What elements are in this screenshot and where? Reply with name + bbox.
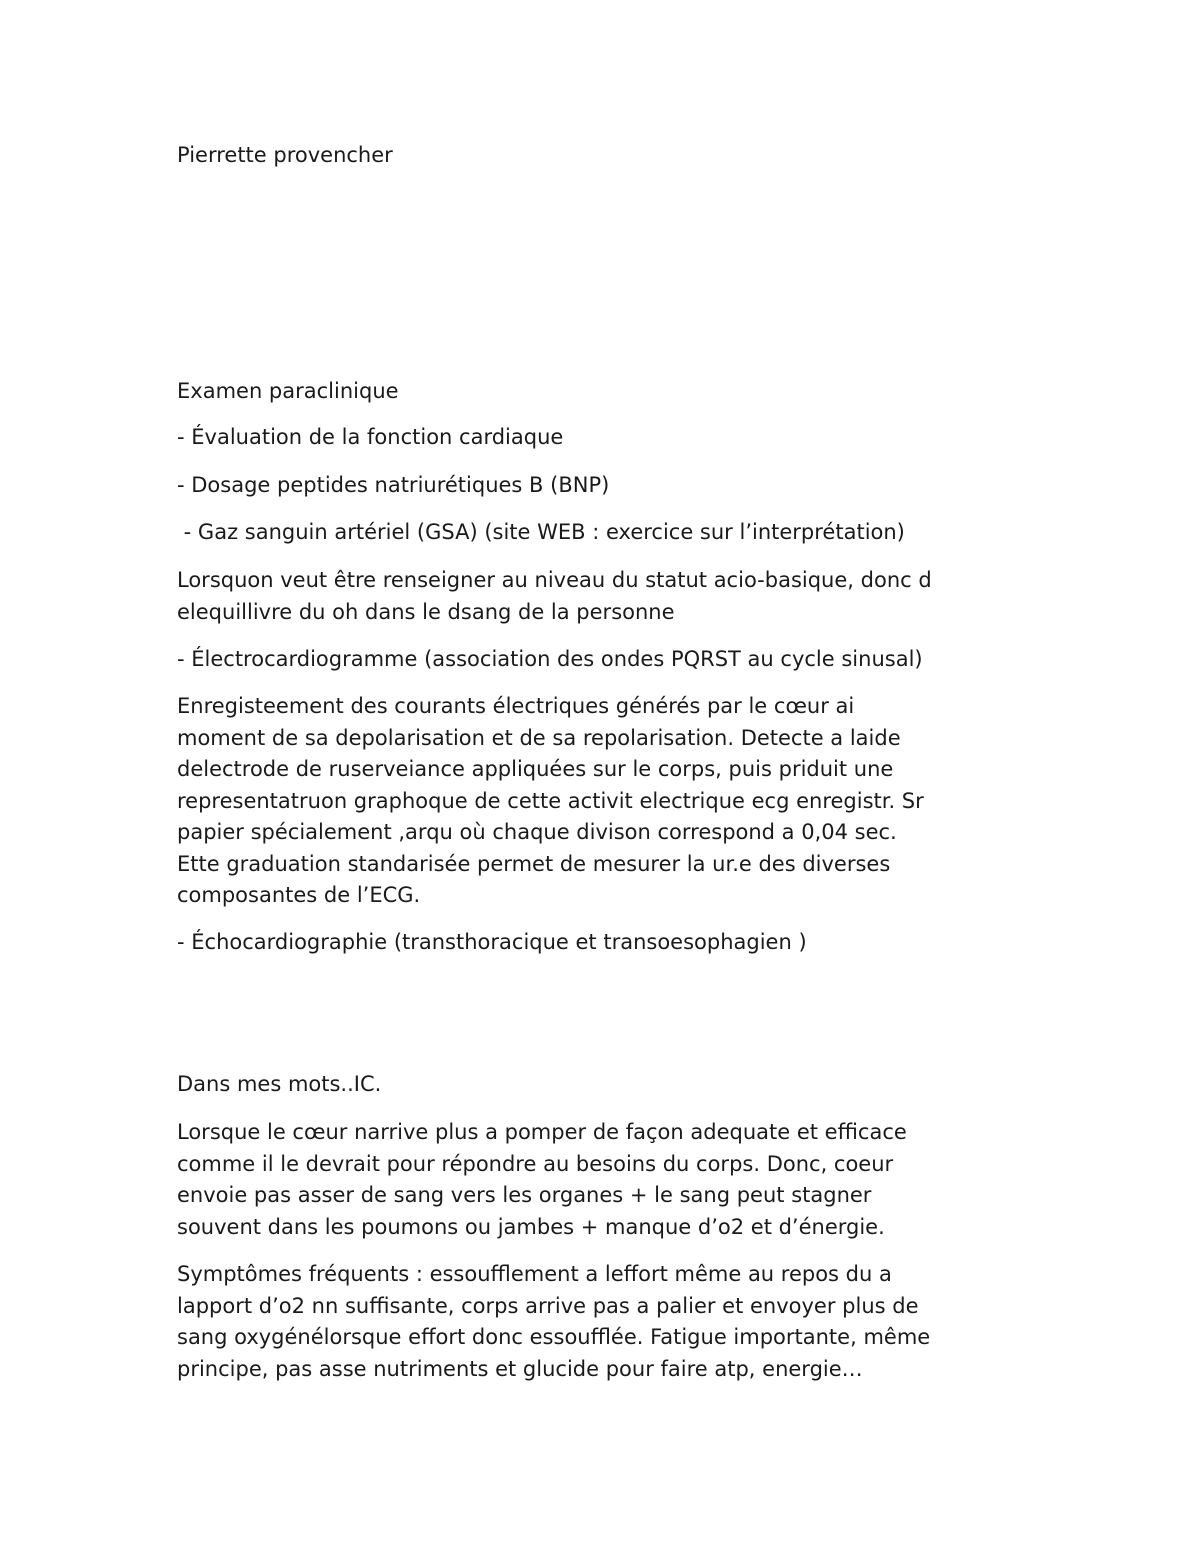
section-title-examen: Examen paraclinique: [177, 379, 399, 403]
paragraph-line: delectrode de ruserveiance appliquées sur le corps, puis priduit une: [177, 757, 894, 781]
list-item-gsa: - Gaz sanguin artériel (GSA) (site WEB : exercice sur l’interprétation): [177, 520, 905, 544]
symptoms-paragraph: [177, 1259, 1037, 1385]
paragraph-line: Ette graduation standarisée permet de mesurer la ur.e des diverses: [177, 851, 891, 876]
list-item-evaluation: - Évaluation de la fonction cardiaque: [177, 425, 564, 449]
paragraph-line: Lorsque le cœur narrive plus a pomper de façon adequate et efficace: [177, 1120, 907, 1144]
gsa-note-paragraph: [177, 565, 1037, 628]
list-item-ecg: - Électrocardiogramme (association des ondes PQRST au cycle sinusal): [177, 647, 923, 671]
paragraph-line: representatruon graphoque de cette activit electrique ecg enregistr. Sr: [177, 788, 924, 813]
paragraph-line: principe, pas asse nutriments et glucide pour faire atp, energie…: [177, 1356, 863, 1381]
paragraph-line: composantes de l’ECG.: [177, 883, 421, 907]
paragraph-line: Enregisteement des courants électriques générés par le cœur ai: [177, 694, 855, 718]
paragraph-line: comme il le devrait pour répondre au besoins du corps. Donc, coeur: [177, 1151, 894, 1176]
author-name: Pierrette provencher: [177, 143, 393, 167]
paragraph-line: Symptômes fréquents : essoufflement a leffort même au repos du a: [177, 1262, 892, 1286]
paragraph-line: sang oxygénélorsque effort donc essoufflée. Fatigue importante, même: [177, 1325, 931, 1349]
definition-paragraph: [177, 1117, 1037, 1243]
paragraph-line: Lorsquon veut être renseigner au niveau du statut acio-basique, donc d: [177, 568, 932, 592]
section-title-dans-mes-mots: Dans mes mots..IC.: [177, 1072, 382, 1096]
list-item-echo: - Échocardiographie (transthoracique et transoesophagien ): [177, 930, 807, 954]
paragraph-line: elequillivre du oh dans le dsang de la personne: [177, 599, 675, 624]
paragraph-line: envoie pas asser de sang vers les organes + le sang peut stagner: [177, 1183, 872, 1207]
paragraph-line: moment de sa depolarisation et de sa repolarisation. Detecte a laide: [177, 725, 901, 750]
paragraph-line: souvent dans les poumons ou jambes + manque d’o2 et d’énergie.: [177, 1214, 885, 1239]
list-item-bnp: - Dosage peptides natriurétiques B (BNP): [177, 473, 610, 497]
paragraph-line: lapport d’o2 nn suffisante, corps arrive pas a palier et envoyer plus de: [177, 1293, 919, 1318]
paragraph-line: papier spécialement ,arqu où chaque divison correspond a 0,04 sec.: [177, 820, 897, 844]
ecg-note-paragraph: [177, 691, 1037, 912]
